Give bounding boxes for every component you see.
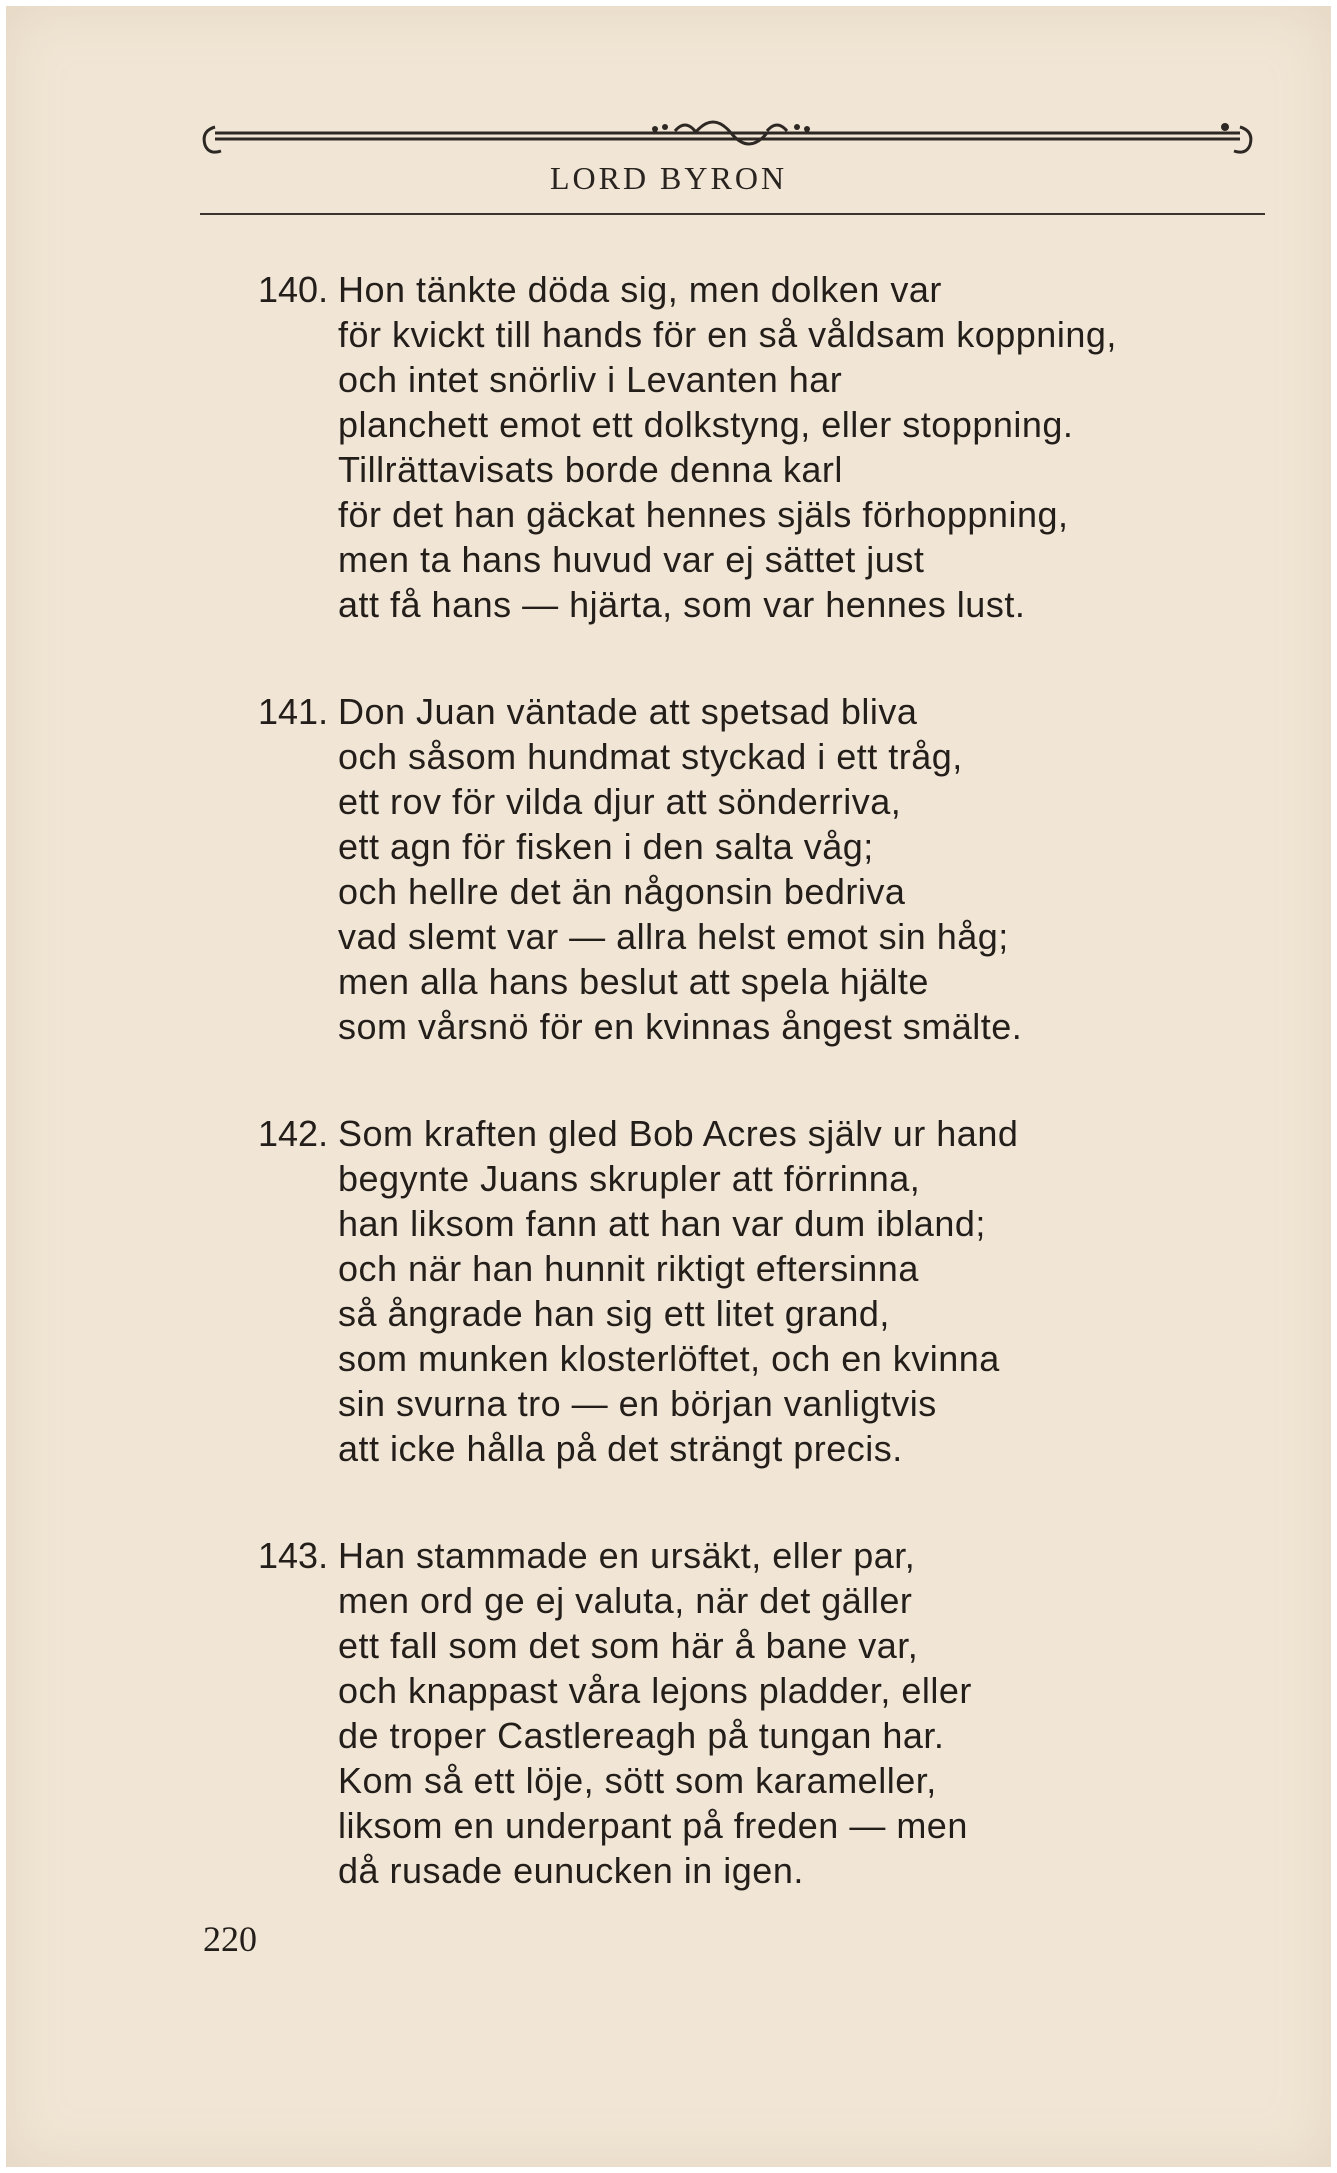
verse-line: vad slemt var — allra helst emot sin håg; — [338, 916, 1009, 957]
verse-line: Som kraften gled Bob Acres själv ur hand — [338, 1113, 1019, 1154]
verse-line: Don Juan väntade att spetsad bliva — [338, 691, 918, 732]
verse-line: som munken klosterlöftet, och en kvinna — [338, 1338, 1000, 1379]
verse-line: ett agn för fisken i den salta våg; — [338, 826, 874, 867]
stanza-lines — [338, 1533, 972, 1893]
decorative-header-ornament — [195, 105, 1265, 165]
verse-line: Hon tänkte döda sig, men dolken var — [338, 269, 942, 310]
verse-line: liksom en underpant på freden — men — [338, 1805, 968, 1846]
stanza-lines — [338, 689, 1022, 1049]
verse-line: sin svurna tro — en början vanligtvis — [338, 1383, 937, 1424]
verse-line: för det han gäckat hennes själs förhoppning, — [338, 494, 1069, 535]
verse-line: för kvickt till hands för en så våldsam koppning, — [338, 314, 1117, 355]
verse-line: men ord ge ej valuta, när det gäller — [338, 1580, 913, 1621]
verse-line: så ångrade han sig ett litet grand, — [338, 1293, 890, 1334]
verse-line: och när han hunnit riktigt eftersinna — [338, 1248, 919, 1289]
verse-line: han liksom fann att han var dum ibland; — [338, 1203, 986, 1244]
verse-line: begynte Juans skrupler att förrinna, — [338, 1158, 921, 1199]
verse-line: att icke hålla på det strängt precis. — [338, 1428, 903, 1469]
stanza-number: 140. — [258, 269, 329, 310]
verse-line: att få hans — hjärta, som var hennes lust. — [338, 584, 1026, 625]
verse-line: Tillrättavisats borde denna karl — [338, 449, 843, 490]
verse-line: och såsom hundmat styckad i ett tråg, — [338, 736, 963, 777]
running-head: LORD BYRON — [549, 160, 788, 196]
stanza-number: 141. — [258, 691, 329, 732]
verse-line: då rusade eunucken in igen. — [338, 1850, 804, 1891]
header-rule — [200, 213, 1265, 215]
verse-line: som vårsnö för en kvinnas ångest smälte. — [338, 1006, 1023, 1047]
verse-line: ett rov för vilda djur att sönderriva, — [338, 781, 902, 822]
verse-line: Kom så ett löje, sött som karameller, — [338, 1760, 937, 1801]
stanza-lines — [338, 1111, 1018, 1471]
stanza-number: 142. — [258, 1113, 329, 1154]
verse-line: de troper Castlereagh på tungan har. — [338, 1715, 945, 1756]
verse-line: och knappast våra lejons pladder, eller — [338, 1670, 972, 1711]
verse-line: och hellre det än någonsin bedriva — [338, 871, 906, 912]
verse-line: planchett emot ett dolkstyng, eller stoppning. — [338, 404, 1074, 445]
verse-line: men ta hans huvud var ej sättet just — [338, 539, 925, 580]
page-number: 220 — [203, 1919, 257, 1959]
verse-line: men alla hans beslut att spela hjälte — [338, 961, 929, 1002]
verse-line: och intet snörliv i Levanten har — [338, 359, 843, 400]
stanza-number: 143. — [258, 1535, 329, 1576]
verse-line: Han stammade en ursäkt, eller par, — [338, 1535, 916, 1576]
stanza-lines — [338, 267, 1117, 627]
verse-line: ett fall som det som här å bane var, — [338, 1625, 919, 1666]
